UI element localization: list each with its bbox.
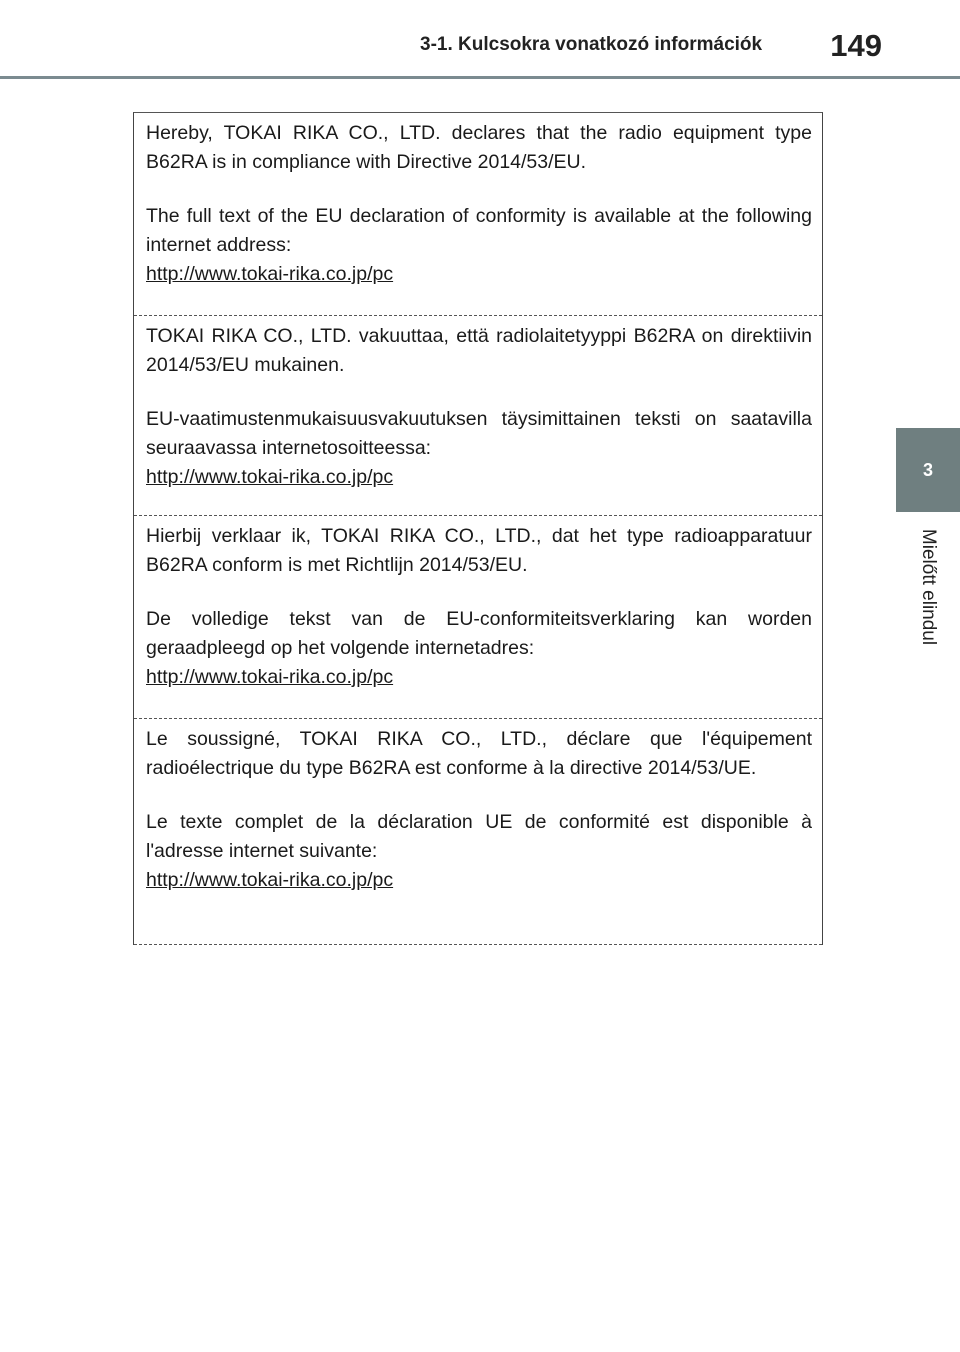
declaration-statement: TOKAI RIKA CO., LTD. vakuuttaa, että radiolaitetyyppi B62RA on direktiivin 2014/53/EU mukainen. bbox=[146, 325, 812, 376]
declaration-statement: Hierbij verklaar ik, TOKAI RIKA CO., LTD., dat het type radioapparatuur B62RA conform is met Richtlijn 2014/53/EU. bbox=[146, 525, 812, 576]
declaration-url-link[interactable]: http://www.tokai-rika.co.jp/pc bbox=[146, 466, 394, 488]
header-divider bbox=[0, 76, 960, 79]
declaration-availability: The full text of the EU declaration of conformity is available at the following internet address: bbox=[146, 205, 812, 256]
declaration-dutch bbox=[134, 516, 822, 719]
declaration-finnish bbox=[134, 316, 822, 516]
declaration-url-link[interactable]: http://www.tokai-rika.co.jp/pc bbox=[146, 869, 394, 891]
section-title: 3-1. Kulcsokra vonatkozó információk bbox=[420, 34, 763, 55]
page-number: 149 bbox=[830, 28, 882, 63]
declaration-url-link[interactable]: http://www.tokai-rika.co.jp/pc bbox=[146, 263, 394, 285]
declaration-statement: Hereby, TOKAI RIKA CO., LTD. declares that the radio equipment type B62RA is in compliance with Directive 2014/53/EU. bbox=[146, 122, 812, 173]
declaration-french bbox=[134, 719, 822, 945]
declaration-availability: Le texte complet de la déclaration UE de conformité est disponible à l'adresse internet suivante: bbox=[146, 811, 812, 862]
chapter-tab[interactable] bbox=[896, 428, 960, 512]
declaration-availability: EU-vaatimustenmukaisuusvakuutuksen täysimittainen teksti on saatavilla seuraavassa internetosoitteessa: bbox=[146, 408, 812, 459]
declaration-statement: Le soussigné, TOKAI RIKA CO., LTD., déclare que l'équipement radioélectrique du type B62RA est conforme à la directive 2014/53/UE. bbox=[146, 728, 812, 779]
chapter-side-label bbox=[896, 512, 960, 662]
chapter-number: 3 bbox=[922, 459, 933, 480]
declaration-table bbox=[133, 112, 823, 945]
chapter-title: Mielőtt elindul bbox=[918, 528, 940, 646]
declaration-availability: De volledige tekst van de EU-conformiteitsverklaring kan worden geraadpleegd op het volgende internetadres: bbox=[146, 608, 812, 659]
declaration-url-link[interactable]: http://www.tokai-rika.co.jp/pc bbox=[146, 666, 394, 688]
declaration-english bbox=[134, 113, 822, 316]
